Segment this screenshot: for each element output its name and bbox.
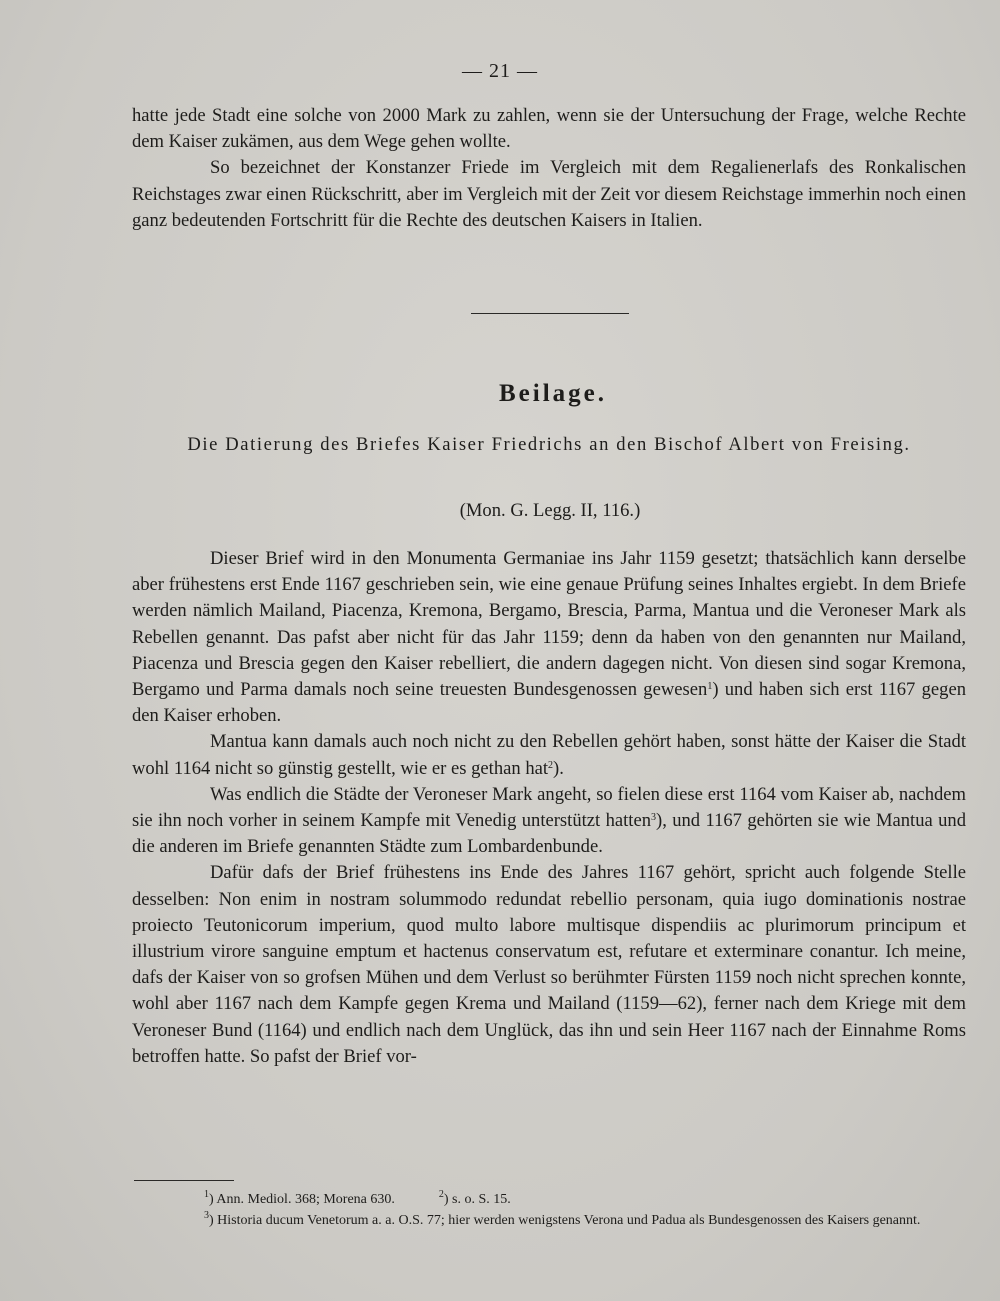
source-reference: (Mon. G. Legg. II, 116.)	[459, 500, 641, 521]
paragraph-1-text-a: Dieser Brief wird in den Monumenta Germaniae ins Jahr 1159 gesetzt; thatsächlich kann derselbe aber frühestens erst Ende 1167 geschrieben sein, wie eine genaue Prüfung seines Inhaltes ergiebt. In dem Briefe werden nämlich Mailand, Piacenza, Kremona, Bergamo, Brescia, Parma, Mantua und die Veroneser Mark als Rebellen genannt. Das pafst aber nicht für das Jahr 1159; denn da haben von den genannten nur Mailand, Piacenza und Brescia gegen den Kaiser rebelliert, die andern dagegen nicht. Von diesen sind sogar Kremona, Bergamo und Parma damals noch seine treuesten Bundesgenossen gewesen	[132, 548, 966, 701]
footnote-1: ) Ann. Mediol. 368; Morena 630.	[209, 1192, 395, 1207]
footnote-line-1	[130, 1190, 968, 1211]
appendix-subheading: Die Datierung des Briefes Kaiser Friedrichs an den Bischof Albert von Freising.	[187, 434, 911, 455]
page-number: — 21 —	[462, 60, 538, 82]
footnote-ref-3: 3	[651, 812, 657, 824]
paragraph-4: Dafür dafs der Brief frühestens ins Ende des Jahres 1167 gehört, spricht auch folgende Stelle desselben: Non enim in nostram solummodo redundat rebellio personam, quia iugo dominationis nostrae proiecto Teutonicorum imperium, quod multo labore multisque dispendiis ac plurimorum principum et illustrium virore sanguine emptum et hactenus conservatum est, refutare et exterminare conantur. Ich meine, dafs der Kaiser von so grofsen Mühen und dem Verlust so berühmter Fürsten 1159 noch nicht sprechen konnte, wohl aber 1167 nach dem Kampfe gegen Krema und Mailand (1159—62), ferner nach dem Kriege mit dem Veroneser Bund (1164) und endlich nach dem Unglück, das ihn und sein Heer 1167 nach der Einnahme Roms betroffen hatte. So pafst der Brief vor-	[132, 862, 966, 1067]
footnote-mark-1: 1	[204, 1189, 209, 1200]
footnote-3: ) Historia ducum Venetorum a. a. O.S. 77; hier werden wenigstens Verona und Padua als Bundesgenossen des Kaisers genannt.	[209, 1212, 921, 1228]
footnote-divider	[134, 1180, 234, 1181]
paragraph-1	[132, 546, 966, 729]
footnote-mark-2: 2	[438, 1189, 444, 1200]
paragraph-1-text-b: ) und haben sich erst 1167 gegen den Kaiser erhoben.	[132, 679, 966, 727]
paragraph-3	[132, 782, 966, 861]
main-text-block	[132, 546, 966, 1070]
paragraph-2-text-b: ).	[553, 757, 564, 779]
paragraph-konstanzer-friede: So bezeichnet der Konstanzer Friede im Vergleich mit dem Regalienerlafs des Ronkalischen Reichstages zwar einen Rückschritt, aber im Vergleich mit der Zeit vor diesem Reichstage immerhin noch einen ganz bedeutenden Fortschritt für die Rechte des deutschen Kaisers in Italien.	[132, 157, 966, 231]
paragraph-continuation: hatte jede Stadt eine solche von 2000 Mark zu zahlen, wenn sie der Untersuchung der Frage, welche Rechte dem Kaiser zukämen, aus dem Wege gehen wollte.	[132, 105, 966, 153]
paragraph-2	[132, 729, 966, 781]
paragraph-3-text-a: Was endlich die Städte der Veroneser Mark angeht, so fielen diese erst 1164 vom Kaiser ab, nachdem sie ihn noch vorher in seinem Kampfe mit Venedig unterstützt hatten	[132, 783, 966, 832]
footnote-mark-3: 3	[204, 1209, 209, 1221]
footnote-line-3	[130, 1211, 968, 1232]
section-divider	[471, 313, 629, 314]
appendix-heading: Beilage.	[498, 380, 607, 407]
paragraph-2-text-a: Mantua kann damals auch noch nicht zu den Rebellen gehört haben, sonst hätte der Kaiser die Stadt wohl 1164 nicht so günstig gestellt, wie er es gethan hat	[132, 731, 966, 779]
footnote-2: ) s. o. S. 15.	[443, 1192, 511, 1207]
footnote-ref-2: 2	[548, 759, 554, 771]
paragraph-3-text-b: ), und 1167 gehörten sie wie Mantua und die anderen im Briefe genannten Städte zum Lombardenbunde.	[132, 810, 967, 858]
footnote-ref-1: 1	[707, 681, 713, 693]
footnotes	[130, 1190, 968, 1231]
top-text-block	[132, 103, 966, 234]
